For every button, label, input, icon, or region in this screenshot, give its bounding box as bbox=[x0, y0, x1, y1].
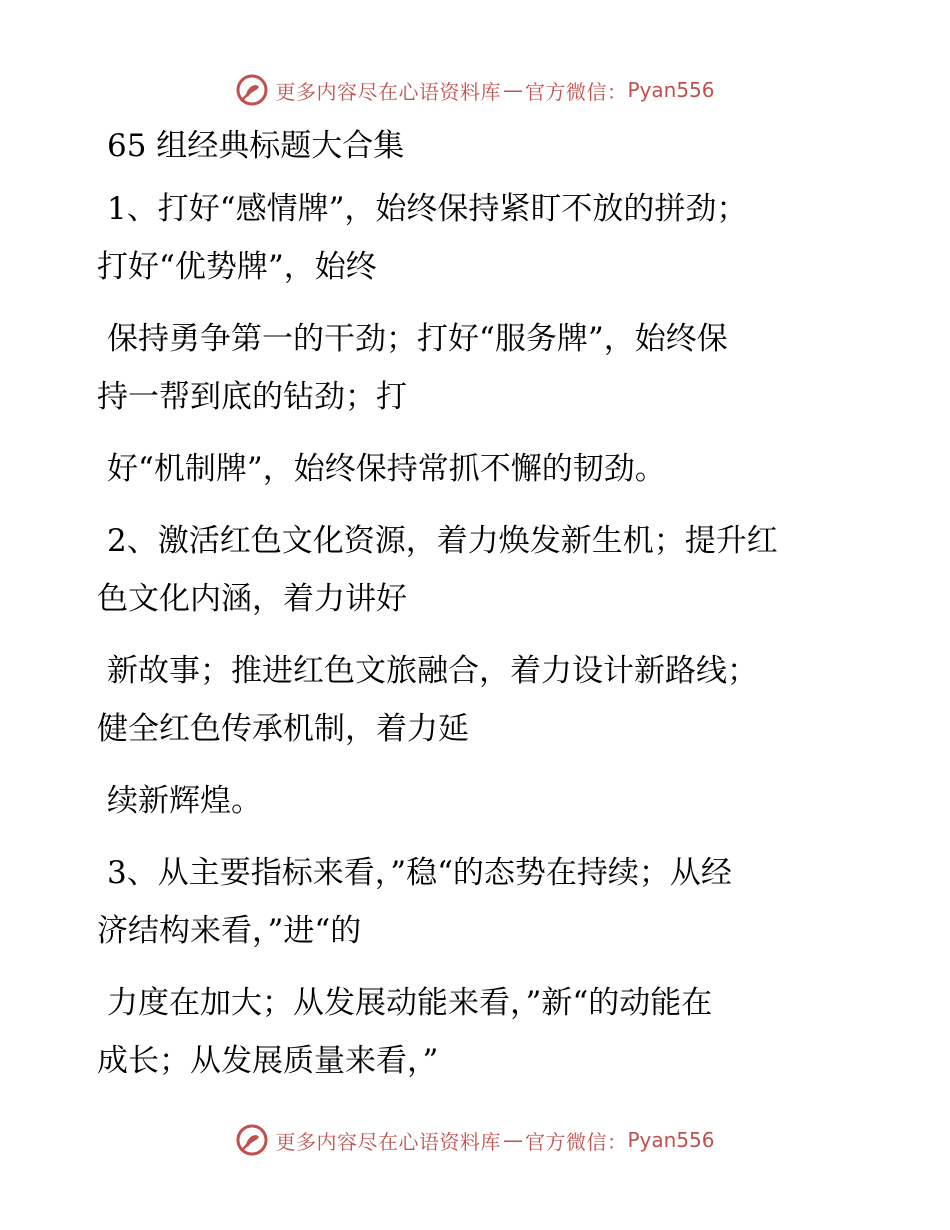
paragraph-line: 持一帮到底的钻劲；打 bbox=[97, 379, 407, 415]
paragraph bbox=[97, 512, 867, 628]
watermark-text: 更多内容尽在心语资料库 bbox=[275, 1129, 501, 1154]
rose-stamp-icon bbox=[235, 1123, 269, 1157]
document-body bbox=[97, 118, 867, 1104]
paragraph-line: 济结构来看，”进“的 bbox=[97, 913, 362, 949]
paragraph bbox=[97, 772, 867, 830]
footer-watermark bbox=[0, 1120, 950, 1160]
watermark-text: 更多内容尽在心语资料库 bbox=[275, 79, 501, 104]
paragraph-line: 健全红色传承机制，着力延 bbox=[97, 711, 469, 747]
watermark-account-label: 官方微信： bbox=[524, 1129, 628, 1154]
paragraph-line: 力度在加大；从发展动能来看，”新“的动能在 bbox=[107, 985, 713, 1021]
paragraph bbox=[97, 844, 867, 960]
paragraph-line: 新故事；推进红色文旅融合，着力设计新路线； bbox=[107, 653, 758, 689]
paragraph bbox=[97, 440, 867, 498]
paragraph-line: 续新辉煌。 bbox=[107, 783, 262, 819]
paragraph-line: 打好“优势牌”，始终 bbox=[97, 249, 377, 285]
paragraph-line: 好“机制牌”，始终保持常抓不懈的韧劲。 bbox=[107, 451, 666, 487]
header-watermark bbox=[0, 70, 950, 110]
document-title: 65 组经典标题大合集 bbox=[107, 128, 405, 164]
watermark-separator: — bbox=[502, 78, 523, 102]
watermark-separator: — bbox=[502, 1128, 523, 1152]
rose-stamp-icon bbox=[235, 73, 269, 107]
paragraph bbox=[97, 974, 867, 1090]
paragraph bbox=[97, 642, 867, 758]
watermark-account-label: 官方微信： bbox=[524, 79, 628, 104]
paragraph-line: 3、从主要指标来看，”稳“的态势在持续；从经 bbox=[107, 855, 732, 891]
paragraph-line: 2、激活红色文化资源，着力焕发新生机；提升红 bbox=[107, 523, 778, 559]
paragraph-line: 保持勇争第一的干劲；打好“服务牌”，始终保 bbox=[107, 321, 728, 357]
watermark-account-id: Pyan556 bbox=[627, 1128, 715, 1152]
paragraph-line: 1、打好“感情牌”，始终保持紧盯不放的拼劲； bbox=[107, 191, 748, 227]
paragraph bbox=[97, 310, 867, 426]
watermark-account-id: Pyan556 bbox=[627, 78, 715, 102]
paragraph-line: 成长；从发展质量来看，” bbox=[97, 1043, 439, 1079]
paragraph bbox=[97, 180, 867, 296]
paragraph-line: 色文化内涵，着力讲好 bbox=[97, 581, 407, 617]
